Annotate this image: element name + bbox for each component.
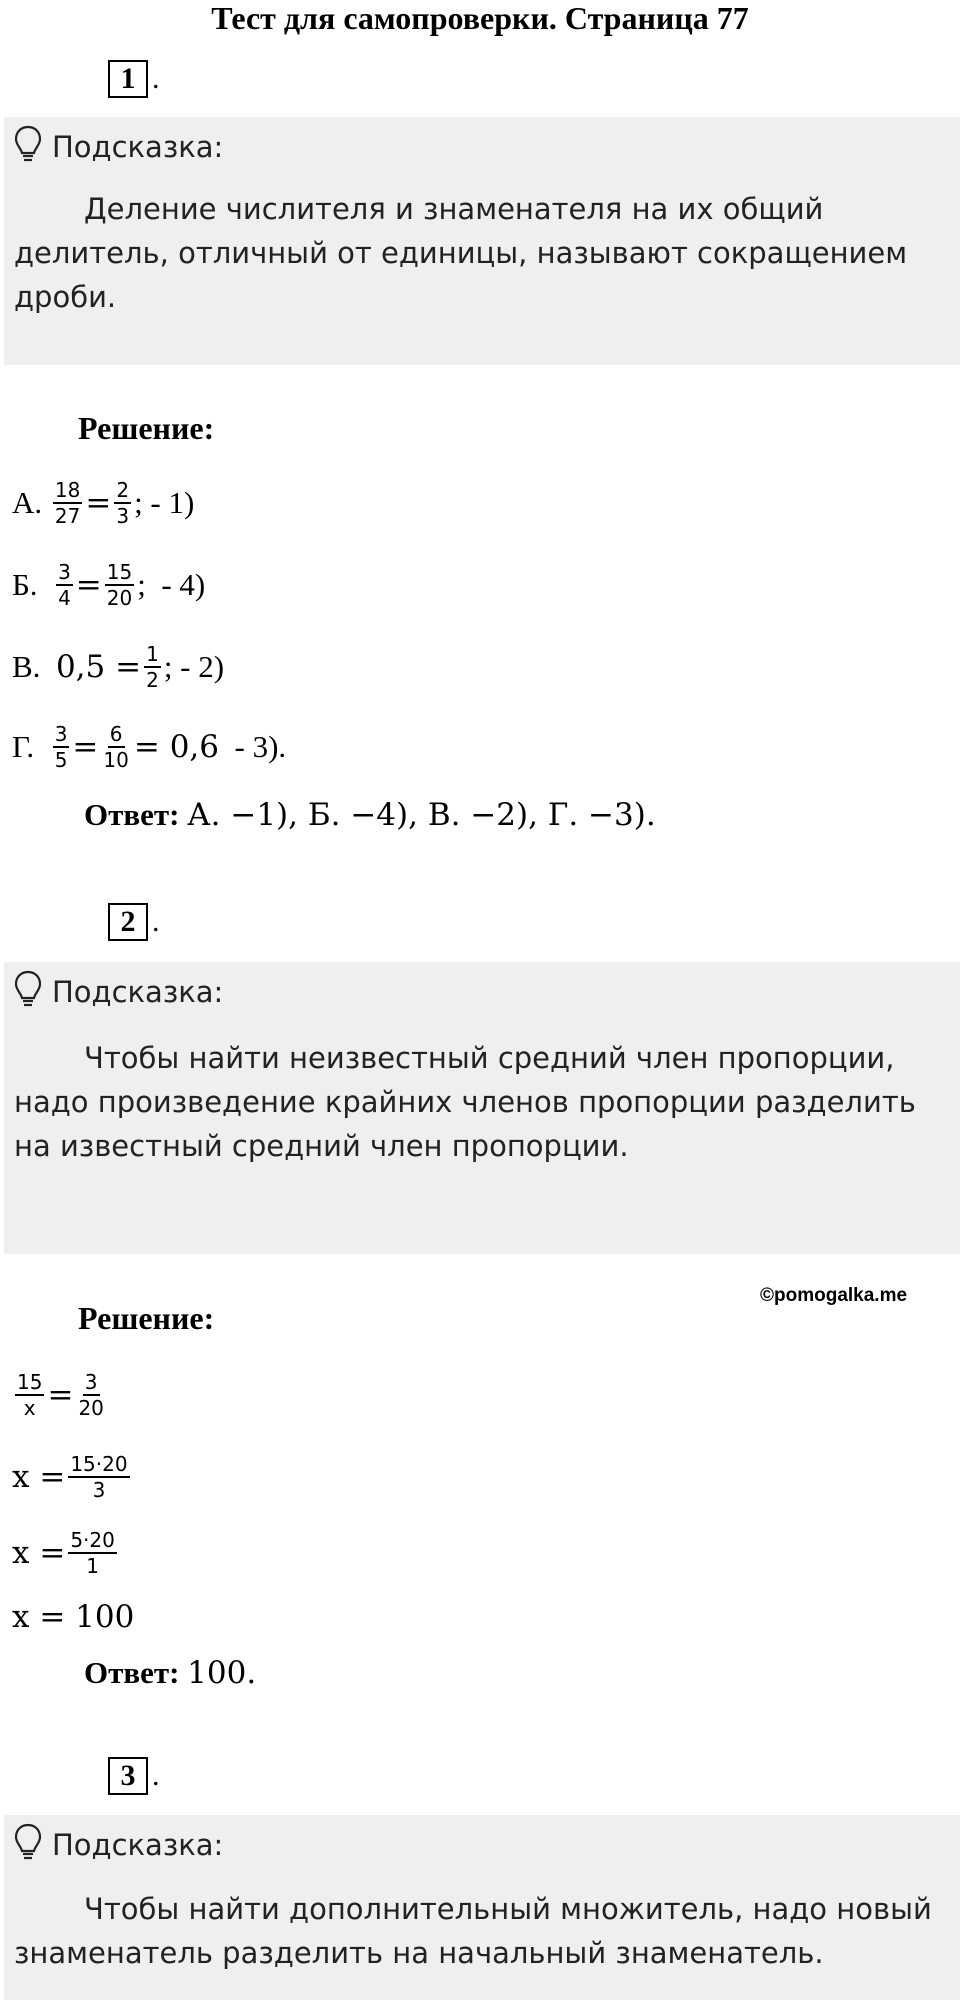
answer-1: Ответ: А. −1), Б. −4), В. −2), Г. −3). (84, 797, 656, 833)
solution-row-v: В. 0,5 = $\frac{1}{2}$ ; - 2) (12, 642, 225, 692)
hint-text: Деление числителя и знаменателя на их общий делитель, отличный от единицы, называют сокращением дроби. (14, 192, 908, 314)
solution-row-2: x = $\frac{15\cdot 20}{3}$ (12, 1452, 128, 1502)
hint-text: Чтобы найти дополнительный множитель, надо новый знаменатель разделить на начальный знаменатель. (14, 1892, 932, 1970)
solution-row-b: Б. $\frac{3}{4}$ = $\frac{15}{20}$ ; - 4) (12, 560, 206, 610)
task-number-3: 3 . (108, 1757, 148, 1795)
solution-heading: Решение: (78, 410, 215, 446)
hint-label: Подсказка: (52, 130, 224, 164)
hint-box-2 (4, 962, 960, 1254)
hint-box-3 (4, 1815, 960, 2000)
solution-heading: Решение: (78, 1300, 215, 1336)
hint-label: Подсказка: (52, 1828, 224, 1862)
solution-row-g: Г. $\frac{3}{5}$ = $\frac{6}{10}$ = 0,6 - 3). (12, 722, 287, 772)
solution-row-3: x = $\frac{5\cdot 20}{1}$ (12, 1528, 115, 1578)
hint-header (14, 1823, 223, 1871)
page-title: Тест для самопроверки. Страница 77 (211, 0, 749, 36)
hint-box-1 (4, 117, 960, 365)
lightbulb-icon (14, 125, 42, 173)
task-number-2: 2 . (108, 903, 148, 941)
watermark: ©pomogalka.me (760, 1285, 908, 1306)
lightbulb-icon (14, 1823, 42, 1871)
solution-row-1: $\frac{15}{x}$ = $\frac{3}{20}$ (17, 1370, 104, 1420)
hint-label: Подсказка: (52, 975, 224, 1009)
hint-header (14, 125, 223, 173)
solution-row-4: x = 100 (12, 1599, 135, 1635)
task-number-1: 1 . (108, 60, 148, 98)
hint-text: Чтобы найти неизвестный средний член пропорции, надо произведение крайних членов пропорции разделить на известный средний член пропорции. (14, 1041, 916, 1163)
lightbulb-icon (14, 970, 42, 1018)
answer-2: Ответ: 100. (84, 1655, 257, 1691)
hint-header (14, 970, 223, 1018)
solution-row-a: А. $\frac{18}{27}$ = $\frac{2}{3}$ ; - 1) (12, 478, 195, 528)
